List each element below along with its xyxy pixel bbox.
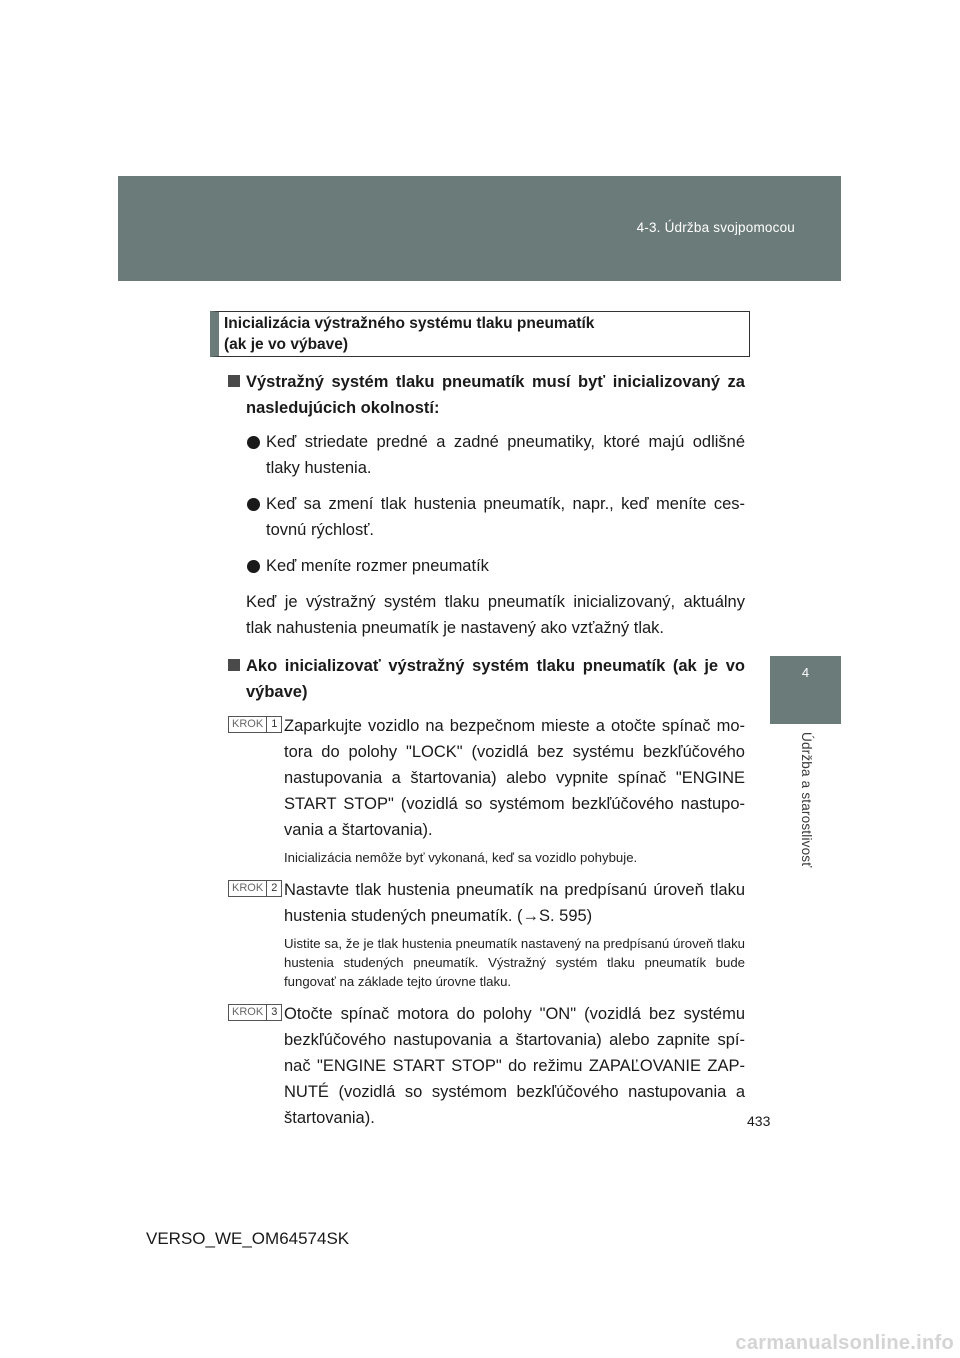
section-title-line2: (ak je vo výbave) [224, 336, 349, 353]
step-badge-label: KROK [229, 881, 267, 896]
step-badge-number: 2 [271, 882, 278, 894]
chapter-header: 4-3. Údržba svojpomocou [636, 220, 795, 235]
section-title-box [210, 311, 750, 357]
step-note: Inicializácia nemôže byť vykonaná, keď sa vozidlo pohybuje. [284, 850, 638, 865]
step-text: Zaparkujte vozidlo na bezpečnom mieste a otočte spínač mo-tora do polohy "LOCK" (vozidlá bez systému bezkľúčového nastupovania a štartovania) alebo vypnite spínač "ENGINE START STOP" (vozidlá so systémom bezkľúčového nastupo-vania a štartovania). [284, 717, 745, 839]
subheading-conditions-text: Výstražný systém tlaku pneumatík musí byť inicializovaný za nasledujúcich okolností: [246, 373, 745, 417]
page-number: 433 [747, 1113, 771, 1129]
document-code: VERSO_WE_OM64574SK [146, 1229, 350, 1248]
round-bullet-icon [247, 436, 260, 449]
square-bullet-icon [228, 375, 240, 387]
section-title-line1: Inicializácia výstražného systému tlaku pneumatík [224, 315, 595, 332]
chapter-tab-label: Údržba a starostlivosť [799, 732, 814, 868]
list-item [228, 429, 745, 481]
step-badge-number: 1 [271, 718, 278, 730]
step-badge-label: KROK [229, 1005, 267, 1020]
subheading-procedure-text: Ako inicializovať výstražný systém tlaku pneumatík (ak je vo výbave) [246, 657, 745, 701]
step-badge [228, 880, 282, 897]
chapter-tab-number: 4 [801, 665, 810, 680]
page-content [228, 369, 745, 1131]
square-bullet-icon [228, 659, 240, 671]
list-item-text: Keď meníte rozmer pneumatík [266, 557, 489, 575]
list-item-text: Keď striedate predné a zadné pneumatiky, ktoré majú odlišné tlaky hustenia. [266, 433, 745, 477]
step-text: Otočte spínač motora do polohy "ON" (vozidlá bez systému bezkľúčového nastupovania a štartovania) alebo zapnite spí-nač "ENGINE START STOP" do režimu ZAPAĽOVANIE ZAP-NUTÉ (vozidlá so systémom bezkľúčového nastupovania a štartovania). [284, 1005, 745, 1127]
step-2 [228, 877, 745, 991]
round-bullet-icon [247, 498, 260, 511]
step-badge-number: 3 [271, 1006, 278, 1018]
step-badge [228, 716, 282, 733]
step-text: Nastavte tlak hustenia pneumatík na predpísanú úroveň tlaku hustenia studených pneumatík. (→S. 595) [284, 881, 745, 925]
step-badge-label: KROK [229, 717, 267, 732]
info-paragraph: Keď je výstražný systém tlaku pneumatík inicializovaný, aktuálny tlak nahustenia pneumatík je nastavený ako vzťažný tlak. [246, 593, 745, 637]
step-note: Uistite sa, že je tlak hustenia pneumatík nastavený na predpísanú úroveň tlaku hustenia studených pneumatík. Výstražný systém tlaku pneumatík bude fungovať na základe tejto úrovne tlaku. [284, 936, 745, 989]
round-bullet-icon [247, 560, 260, 573]
subheading-procedure [228, 653, 745, 705]
list-item-text: Keď sa zmení tlak hustenia pneumatík, napr., keď meníte ces-tovnú rýchlosť. [266, 495, 745, 539]
list-item [228, 553, 745, 579]
step-1 [228, 713, 745, 867]
header-band [118, 176, 841, 281]
step-3 [228, 1001, 745, 1131]
list-item [228, 491, 745, 543]
step-badge [228, 1004, 282, 1021]
chapter-tab [770, 656, 841, 724]
subheading-conditions [228, 369, 745, 421]
watermark: carmanualsonline.info [735, 1332, 954, 1354]
